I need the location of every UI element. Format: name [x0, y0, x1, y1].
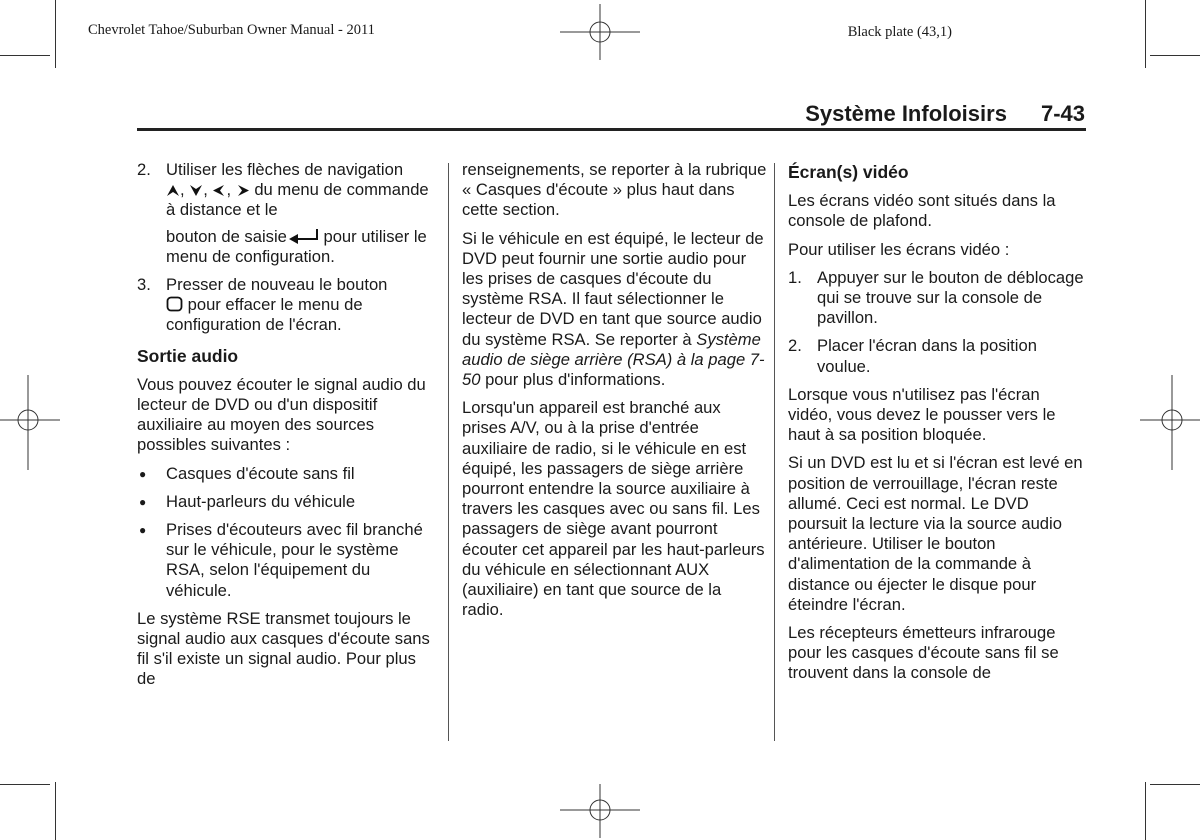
separator: , — [226, 180, 236, 200]
column-divider — [774, 163, 775, 741]
column-2 — [462, 160, 767, 628]
bullet-icon: ● — [139, 494, 147, 509]
registration-mark-icon — [1140, 375, 1200, 470]
paragraph: Les récepteurs émetteurs infrarouge pour les casques d'écoute sans fil se trouvent dans la console de — [788, 623, 1059, 683]
arrow-up-icon — [166, 184, 180, 197]
step-item — [788, 336, 1088, 376]
paragraph — [462, 229, 767, 391]
crop-mark-icon — [55, 782, 56, 840]
step-item — [137, 160, 437, 267]
paragraph: Si un DVD est lu et si l'écran est levé en position de verrouillage, l'écran reste allumé. Ceci est normal. Le DVD poursuit la lecture via la source audio antérieure. Utiliser le bouton d'alimentation de la commande à distance ou éjecter le disque pour éteindre l'écran. — [788, 453, 1083, 614]
registration-mark-icon — [560, 2, 640, 62]
enter-icon — [287, 228, 319, 244]
manual-title: Chevrolet Tahoe/Suburban Owner Manual - 2011 — [88, 22, 375, 38]
crop-mark-icon — [1145, 782, 1146, 840]
paragraph: Les écrans vidéo sont situés dans la console de plafond. — [788, 191, 1056, 231]
paragraph: renseignements, se reporter à la rubrique « Casques d'écoute » plus haut dans cette section. — [462, 160, 767, 220]
crop-mark-icon — [1150, 55, 1200, 56]
paragraph: Lorsqu'un appareil est branché aux prises A/V, ou à la prise d'entrée auxiliaire de radio, si le véhicule en est équipé, les passagers de siège arrière pourront entendre la source auxiliaire à travers les casques avec ou sans fil. Les passagers de siège avant pourront écouter cet appareil par les haut-parleurs du véhicule en sélectionnant AUX (auxiliaire) en tant que source de la radio. — [462, 398, 765, 620]
step-number: 2. — [137, 160, 151, 179]
crop-mark-icon — [0, 784, 50, 785]
step-number: 2. — [788, 336, 802, 356]
crop-mark-icon — [0, 55, 50, 56]
step-text: Appuyer sur le bouton de déblocage qui se trouve sur la console de pavillon. — [817, 267, 1084, 328]
step-item — [137, 275, 437, 336]
step-number: 3. — [137, 275, 151, 295]
subheading: Écran(s) vidéo — [788, 162, 909, 182]
arrow-down-icon — [189, 184, 203, 197]
column-divider — [448, 163, 449, 741]
crop-mark-icon — [1150, 784, 1200, 785]
cross-reference-link[interactable]: Système audio de siège arrière (RSA) à la page 7-50 — [462, 329, 765, 390]
separator: , — [180, 180, 190, 200]
bullet-item — [137, 492, 437, 512]
paragraph: Vous pouvez écouter le signal audio du lecteur de DVD ou d'un dispositif auxiliaire au moyen des sources possibles suivantes : — [137, 374, 426, 455]
bullet-text: Casques d'écoute sans fil — [166, 463, 355, 483]
bullet-text: Haut-parleurs du véhicule — [166, 491, 356, 511]
step-text: du menu de commande à distance et le — [166, 180, 429, 220]
separator: , — [203, 180, 213, 200]
column-1 — [137, 160, 437, 698]
step-text: bouton de saisie — [166, 226, 287, 246]
registration-mark-icon — [560, 784, 640, 840]
column-3 — [788, 160, 1088, 692]
paragraph: Lorsque vous n'utilisez pas l'écran vidéo, vous devez le pousser vers le haut à sa position bloquée. — [788, 384, 1056, 445]
paragraph: Pour utiliser les écrans vidéo : — [788, 239, 1010, 259]
bullet-icon: ● — [139, 466, 147, 481]
step-text: Placer l'écran dans la position voulue. — [817, 336, 1037, 376]
step-item — [788, 268, 1088, 329]
bullet-icon: ● — [139, 523, 147, 538]
section-title — [805, 101, 1085, 127]
arrow-left-icon — [212, 184, 226, 197]
paragraph: Le système RSE transmet toujours le signal audio aux casques d'écoute sans fil s'il existe un signal audio. Pour plus de — [137, 608, 430, 689]
bullet-text: Prises d'écouteurs avec fil branché sur le véhicule, pour le système RSA, selon l'équipement du véhicule. — [166, 520, 423, 600]
header-rule — [137, 128, 1086, 131]
step-text: pour utiliser le menu de configuration. — [166, 226, 427, 266]
crop-mark-icon — [1145, 0, 1146, 68]
step-text: pour effacer le menu de configuration de l'écran. — [166, 295, 363, 335]
paragraph-text: Si le véhicule en est équipé, le lecteur de DVD peut fournir une sortie audio pour les prises de casques d'écoute du système RSA. Il faut sélectionner le lecteur de DVD en tant que source audio du système RSA. Se reporter à — [462, 228, 764, 349]
registration-mark-icon — [0, 375, 60, 470]
section-name: Système Infoloisirs — [805, 101, 1007, 126]
plate-label: Black plate (43,1) — [847, 24, 952, 40]
step-text: Utiliser les flèches de navigation — [166, 160, 404, 179]
step-text: Presser de nouveau le bouton — [166, 275, 388, 295]
bullet-item — [137, 464, 437, 484]
paragraph-text: pour plus d'informations. — [480, 370, 666, 390]
arrow-right-icon — [236, 184, 250, 197]
bullet-item — [137, 520, 437, 601]
display-button-icon — [166, 296, 183, 312]
step-number: 1. — [788, 267, 802, 287]
page-number: 7-43 — [1040, 101, 1085, 126]
subheading: Sortie audio — [137, 345, 239, 366]
crop-mark-icon — [55, 0, 56, 68]
